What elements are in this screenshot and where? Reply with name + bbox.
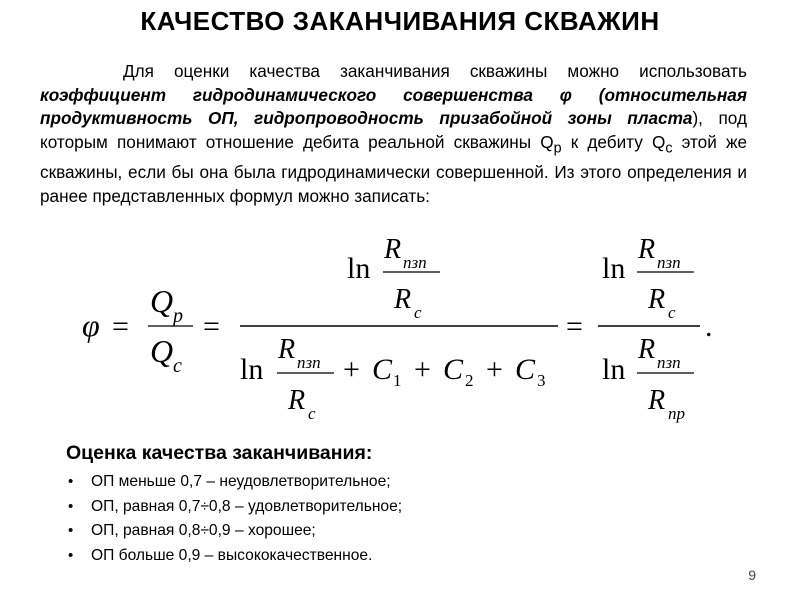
r-c-2: R	[288, 385, 306, 416]
c2: C	[443, 353, 464, 386]
end-period: .	[705, 310, 713, 343]
sub-1: 1	[393, 371, 402, 390]
sub-c: c	[173, 355, 182, 377]
sub-2: 2	[465, 371, 474, 390]
assessment-title: Оценка качества заканчивания:	[66, 442, 373, 464]
para-sub-c: с	[665, 140, 673, 157]
list-item: • ОП меньше 0,7 – неудовлетворительное;	[66, 470, 402, 495]
para-sub-p: р	[553, 140, 562, 157]
para-text-2: ), под которым понимают отношение дебита реальной скважины Q	[40, 108, 747, 153]
equals-sign-2: =	[203, 310, 220, 343]
ln-right-den: ln	[602, 353, 626, 386]
formula	[0, 228, 800, 438]
page-number: 9	[748, 567, 756, 583]
plus-2: +	[414, 353, 431, 386]
phi-symbol: φ	[82, 307, 100, 343]
para-text-3: к дебиту Q	[561, 132, 666, 153]
sub-pzp-2: пзп	[297, 353, 321, 372]
ln-numerator: ln	[347, 252, 371, 285]
sub-c-1: c	[414, 303, 422, 322]
r-c-1: R	[394, 284, 412, 315]
sub-c-2: c	[308, 404, 316, 423]
r-c-3: R	[648, 284, 666, 315]
sub-3: 3	[537, 371, 546, 390]
list-item: • ОП, равная 0,7÷0,8 – удовлетворительное;	[66, 495, 402, 520]
ln-right-num: ln	[602, 252, 626, 285]
r-pzp-4: R	[638, 334, 656, 365]
slide-title: КАЧЕСТВО ЗАКАНЧИВАНИЯ СКВАЖИН	[140, 6, 660, 36]
r-pzp-2: R	[278, 334, 296, 365]
list-item: • ОП, равная 0,8÷0,9 – хорошее;	[66, 519, 402, 544]
intro-paragraph	[40, 60, 747, 209]
r-pzp-3: R	[638, 234, 656, 265]
para-text-4: этой же скважины, если бы она была гидродинамически совершенной. Из этого определения и ранее представленных формул можно записать:	[40, 132, 747, 206]
sub-pzp-3: пзп	[657, 253, 681, 272]
c3: C	[515, 353, 536, 386]
equals-sign-1: =	[112, 310, 129, 343]
formula-svg	[0, 228, 800, 438]
assessment-list	[66, 470, 402, 568]
para-bold-term: коэффициент гидродинамического совершенства φ (относительная продуктивность ОП, гидропроводность призабойной зоны пласта	[40, 84, 747, 129]
equals-sign-3: =	[566, 310, 583, 343]
q-numerator: Q	[150, 283, 174, 319]
list-item: • ОП больше 0,9 – высококачественное.	[66, 544, 402, 569]
sub-pzp-4: пзп	[657, 353, 681, 372]
r-pzp-1: R	[384, 234, 402, 265]
sub-pr: пр	[668, 404, 685, 423]
ln-denominator: ln	[240, 353, 264, 386]
sub-pzp-1: пзп	[403, 253, 427, 272]
q-denominator: Q	[150, 333, 174, 369]
plus-1: +	[343, 353, 360, 386]
sub-p: p	[173, 305, 183, 327]
c1: C	[372, 353, 393, 386]
r-pr: R	[648, 385, 666, 416]
para-text-1: Для оценки качества заканчивания скважины можно использовать	[123, 61, 747, 81]
sub-c-3: c	[668, 303, 676, 322]
plus-3: +	[486, 353, 503, 386]
